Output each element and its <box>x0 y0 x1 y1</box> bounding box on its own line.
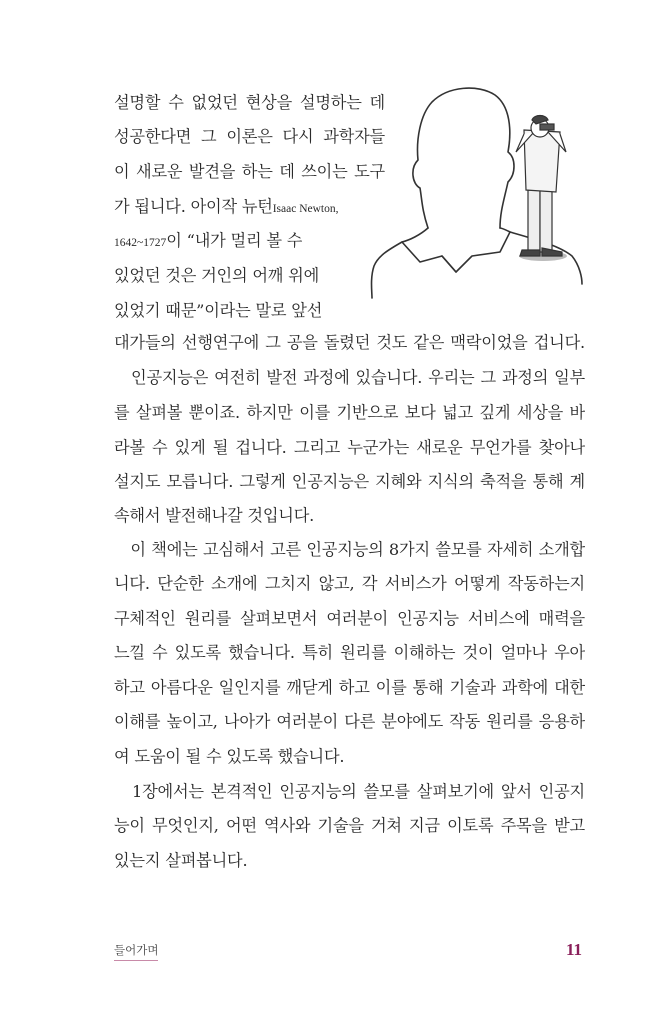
giant-shoulder-illustration <box>360 60 600 310</box>
text-line <box>114 745 585 769</box>
giant-collar <box>402 228 510 272</box>
inline-annotation: 1642~1727 <box>114 237 167 249</box>
line-text: 능이 무엇인지, 어떤 역사와 기술을 거쳐 지금 이토록 주목을 받고 <box>114 816 585 835</box>
text-line <box>114 538 585 562</box>
text-line <box>114 366 585 390</box>
line-text: 이 책에는 고심해서 고른 인공지능의 8가지 쓸모를 자세히 소개합 <box>114 540 585 559</box>
line-text: 여 도움이 될 수 있도록 했습니다. <box>114 747 345 766</box>
text-line <box>114 641 585 665</box>
line-text: 있었기 때문”이라는 말로 앞선 <box>114 301 323 320</box>
line-text: 느낄 수 있도록 했습니다. 특히 원리를 이해하는 것이 얼마나 우아 <box>114 643 585 662</box>
inline-annotation: Isaac Newton, <box>272 203 339 215</box>
page-number: 11 <box>566 940 583 959</box>
text-line <box>114 470 585 494</box>
text-line <box>114 401 585 425</box>
line-text: 가 됩니다. 아이작 뉴턴 <box>114 197 273 216</box>
line-text: 있었던 것은 거인의 어깨 위에 <box>114 266 320 285</box>
line-text: 구체적인 원리를 살펴보면서 여러분이 인공지능 서비스에 매력을 <box>114 609 585 628</box>
small-man-with-binoculars <box>516 116 567 262</box>
text-line <box>114 814 585 838</box>
text-line <box>114 436 585 460</box>
line-text: 를 살펴볼 뿐이죠. 하지만 이를 기반으로 보다 넓고 깊게 세상을 바 <box>114 403 585 422</box>
text-line <box>114 676 585 700</box>
footer-section-title: 들어가며 <box>114 942 158 961</box>
text-line <box>114 331 585 355</box>
text-line <box>114 504 585 528</box>
line-text: 이해를 높이고, 나아가 여러분이 다른 분야에도 작동 원리를 응용하 <box>114 712 585 731</box>
giant-head-outline <box>413 88 514 228</box>
line-text: 성공한다면 그 이론은 다시 과학자들 <box>114 127 385 146</box>
text-line <box>114 710 585 734</box>
line-text: 이 “내가 멀리 볼 수 <box>166 231 303 250</box>
line-text: 대가들의 선행연구에 그 공을 돌렸던 것도 같은 맥락이었을 겁니다. <box>114 333 585 352</box>
line-text: 니다. 단순한 소개에 그치지 않고, 각 서비스가 어떻게 작동하는지 <box>114 574 585 593</box>
line-text: 이 새로운 발견을 하는 데 쓰이는 도구 <box>114 162 385 181</box>
line-text: 인공지능은 여전히 발전 과정에 있습니다. 우리는 그 과정의 일부 <box>114 368 585 387</box>
line-text: 있는지 살펴봅니다. <box>114 851 248 870</box>
line-text: 속해서 발전해나갈 것입니다. <box>114 506 315 525</box>
text-line <box>114 849 585 873</box>
line-text: 설명할 수 없었던 현상을 설명하는 데 <box>114 93 385 112</box>
text-line <box>114 780 585 804</box>
text-line <box>114 607 585 631</box>
text-line <box>114 91 385 115</box>
text-line <box>114 125 385 149</box>
line-text: 라볼 수 있게 될 겁니다. 그리고 누군가는 새로운 무언가를 찾아나 <box>114 438 585 457</box>
line-text: 설지도 모릅니다. 그렇게 인공지능은 지혜와 지식의 축적을 통해 계 <box>114 472 585 491</box>
text-line <box>114 160 385 184</box>
line-text: 1장에서는 본격적인 인공지능의 쓸모를 살펴보기에 앞서 인공지 <box>114 782 585 801</box>
text-line <box>114 572 585 596</box>
line-text: 하고 아름다운 일인지를 깨닫게 하고 이를 통해 기술과 과학에 대한 <box>114 678 585 697</box>
